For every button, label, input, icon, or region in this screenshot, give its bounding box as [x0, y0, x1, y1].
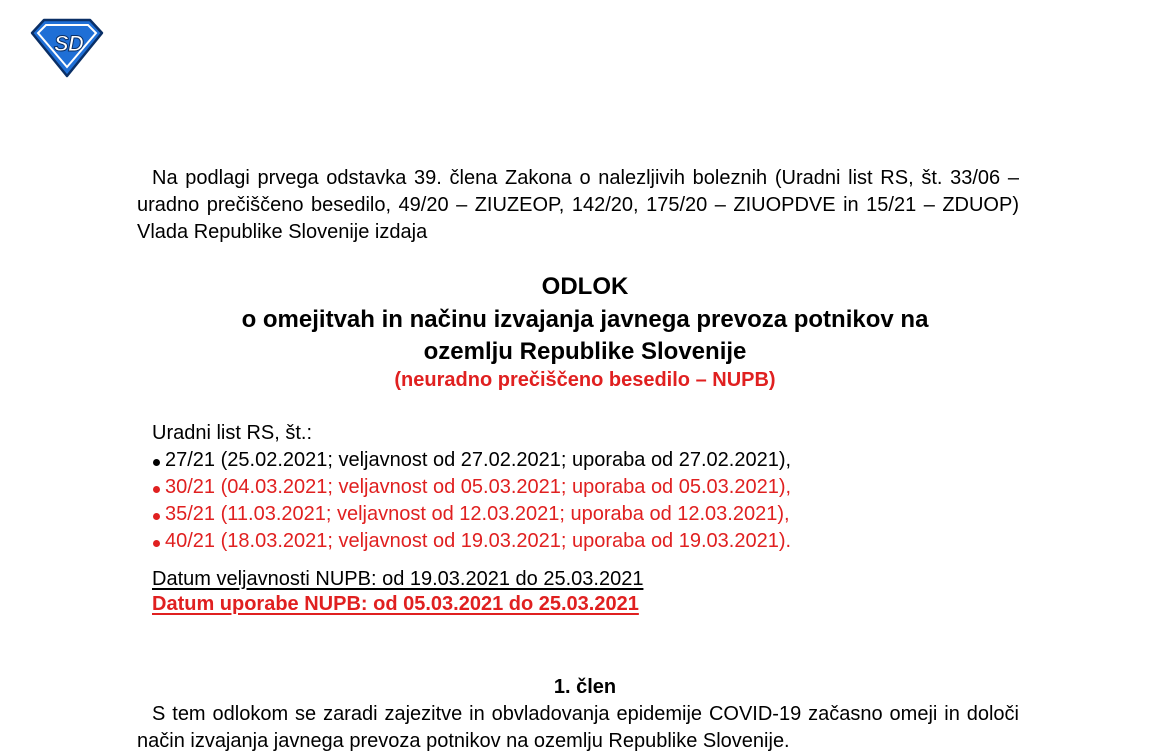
gazette-entry: 27/21 (25.02.2021; veljavnost od 27.02.2021; uporaba od 27.02.2021),: [152, 447, 791, 474]
validity-date: Datum veljavnosti NUPB: od 19.03.2021 do 25.03.2021: [152, 568, 644, 590]
gazette-entry: 35/21 (11.03.2021; veljavnost od 12.03.2021; uporaba od 12.03.2021),: [152, 501, 791, 528]
article-text: S tem odlokom se zaradi zajezitve in obvladovanja epidemije COVID-19 začasno omeji in določi način izvajanja javnega prevoza potnikov na ozemlju Republike Slovenije.: [137, 703, 1019, 752]
document-title-line-2: o omejitvah in načinu izvajanja javnega prevoza potnikov na: [241, 306, 929, 333]
sd-shield-logo-icon: [30, 17, 104, 79]
gazette-references: [152, 420, 791, 555]
gazette-entry: 30/21 (04.03.2021; veljavnost od 05.03.2021; uporaba od 05.03.2021),: [152, 474, 791, 501]
document-title: ODLOK: [541, 273, 629, 300]
validity-dates: [152, 567, 643, 617]
gazette-list: [152, 447, 791, 555]
svg-text:S: S: [54, 31, 69, 56]
article-heading: 1. člen: [553, 676, 617, 698]
document-title-line-3: ozemlju Republike Slovenije: [423, 338, 747, 365]
svg-text:D: D: [68, 31, 84, 56]
document-subtitle: (neuradno prečiščeno besedilo – NUPB): [394, 369, 776, 391]
intro-paragraph: Na podlagi prvega odstavka 39. člena Zakona o nalezljivih boleznih (Uradni list RS, št. 33/06 – uradno prečiščeno besedilo, 49/20 – ZIUZEOP, 142/20, 175/20 – ZIUOPDVE in 15/21 – ZDUOP) Vlada Republike Slovenije izdaja: [137, 167, 1019, 243]
use-date: Datum uporabe NUPB: od 05.03.2021 do 25.03.2021: [152, 593, 639, 615]
gazette-entry: 40/21 (18.03.2021; veljavnost od 19.03.2021; uporaba od 19.03.2021).: [152, 528, 791, 555]
gazette-heading: Uradni list RS, št.:: [152, 422, 313, 444]
